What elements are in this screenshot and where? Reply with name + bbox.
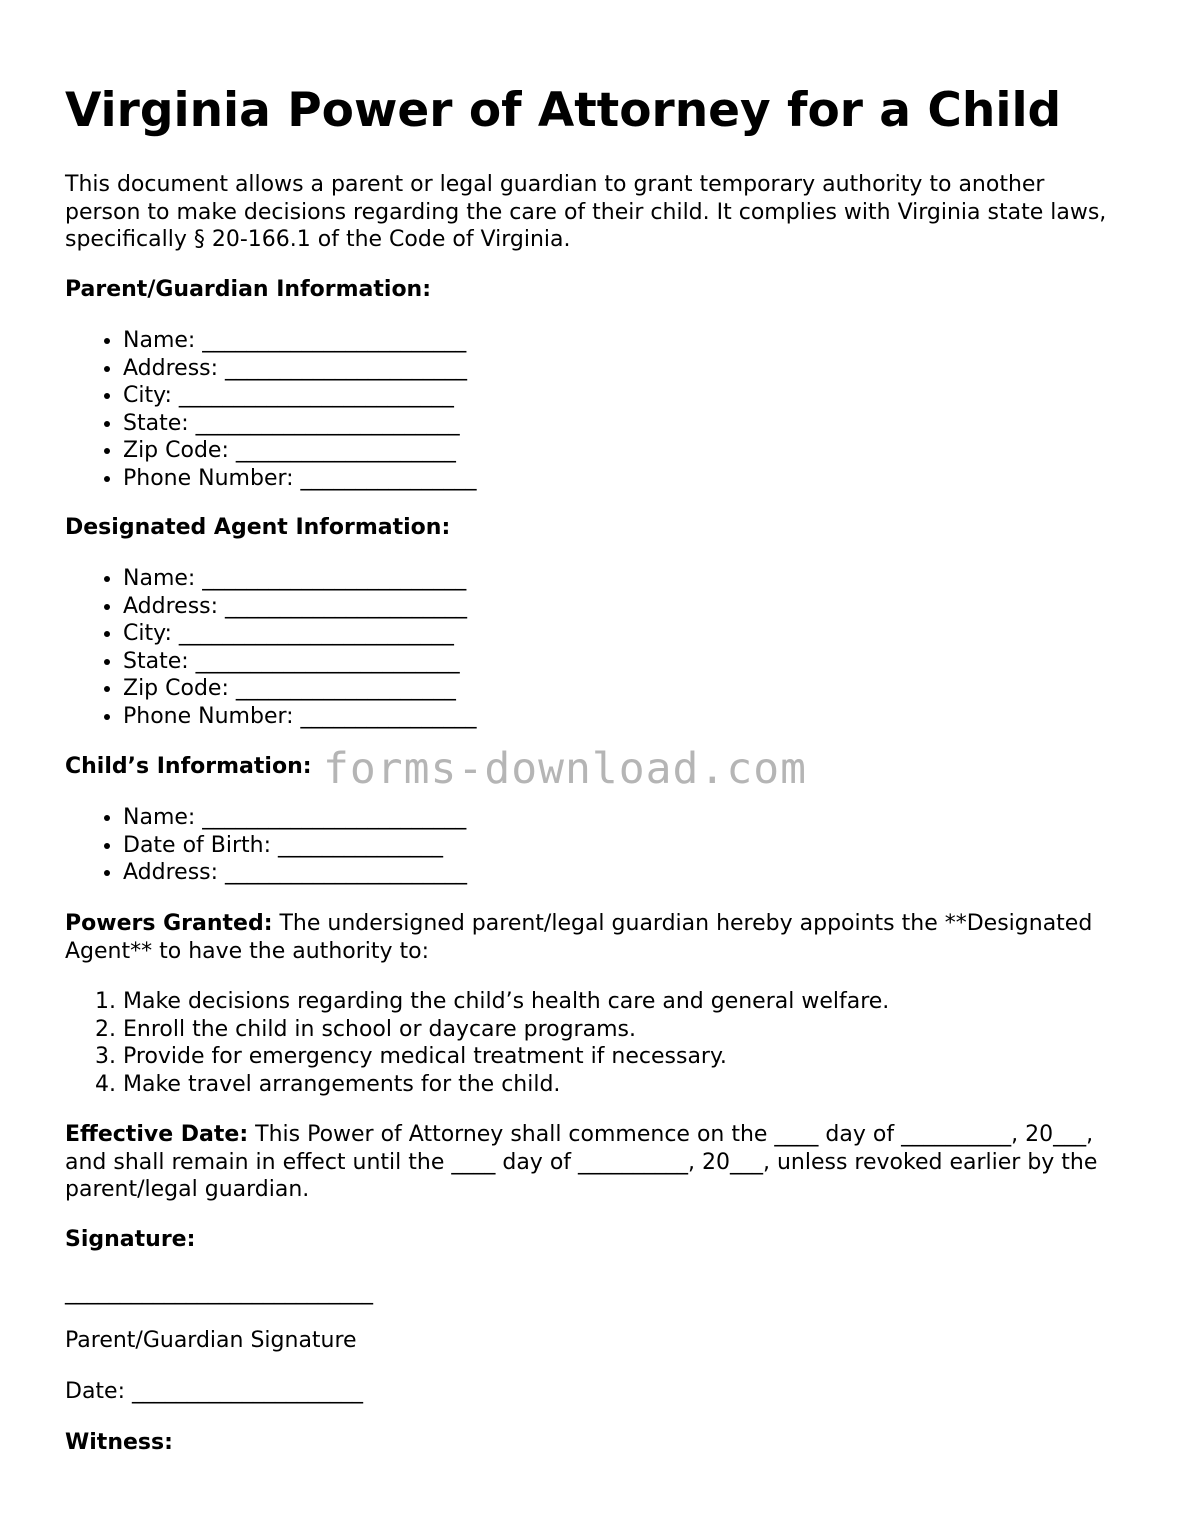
powers-granted-paragraph [65, 910, 1115, 965]
agent-phone-field: • Phone Number: ________________ [123, 703, 477, 731]
parent-name-field: • Name: ________________________ [123, 327, 477, 355]
agent-info-list [65, 565, 477, 730]
power-item: 4. Make travel arrangements for the child. [123, 1071, 889, 1099]
document-title: Virginia Power of Attorney for a Child [65, 83, 1062, 138]
agent-zip-field: • Zip Code: ____________________ [123, 675, 477, 703]
signature-caption: Parent/Guardian Signature [65, 1328, 357, 1353]
child-info-heading: Child’s Information: [65, 754, 312, 779]
parent-info-list [65, 327, 477, 492]
signature-date-field: Date: _____________________ [65, 1379, 363, 1404]
child-dob-field: • Date of Birth: _______________ [123, 832, 467, 860]
effective-date-text: This Power of Attorney shall commence on the ____ day of __________, 20___, and shall remain in effect until the ____ day of __________, 20___, unless revoked earlier by the parent/legal guardian. [65, 1122, 1098, 1202]
powers-list [65, 988, 889, 1098]
parent-city-field: • City: _________________________ [123, 382, 477, 410]
effective-date-label: Effective Date: [65, 1122, 249, 1147]
child-name-field: • Name: ________________________ [123, 804, 467, 832]
agent-address-field: • Address: ______________________ [123, 593, 477, 621]
child-address-field: • Address: ______________________ [123, 859, 467, 887]
powers-granted-label: Powers Granted: [65, 911, 273, 936]
parent-zip-field: • Zip Code: ____________________ [123, 437, 477, 465]
power-item: 1. Make decisions regarding the child’s health care and general welfare. [123, 988, 889, 1016]
parent-state-field: • State: ________________________ [123, 410, 477, 438]
signature-heading: Signature: [65, 1227, 196, 1252]
child-info-list [65, 804, 467, 887]
parent-phone-field: • Phone Number: ________________ [123, 465, 477, 493]
intro-paragraph: This document allows a parent or legal guardian to grant temporary authority to another person to make decisions regarding the care of their child. It complies with Virginia state laws, specifically § 20-166.1 of the Code of Virginia. [65, 172, 1107, 252]
power-item: 2. Enroll the child in school or daycare programs. [123, 1016, 889, 1044]
agent-name-field: • Name: ________________________ [123, 565, 477, 593]
watermark: forms-download.com [323, 744, 807, 794]
signature-line: ____________________________ [65, 1280, 373, 1305]
effective-date-paragraph [65, 1121, 1115, 1204]
powers-granted-text: The undersigned parent/legal guardian hereby appoints the **Designated Agent** to have the authority to: [65, 911, 1093, 964]
agent-city-field: • City: _________________________ [123, 620, 477, 648]
parent-address-field: • Address: ______________________ [123, 355, 477, 383]
parent-info-heading: Parent/Guardian Information: [65, 277, 432, 302]
power-item: 3. Provide for emergency medical treatment if necessary. [123, 1043, 889, 1071]
agent-info-heading: Designated Agent Information: [65, 515, 451, 540]
agent-state-field: • State: ________________________ [123, 648, 477, 676]
witness-heading: Witness: [65, 1430, 173, 1455]
